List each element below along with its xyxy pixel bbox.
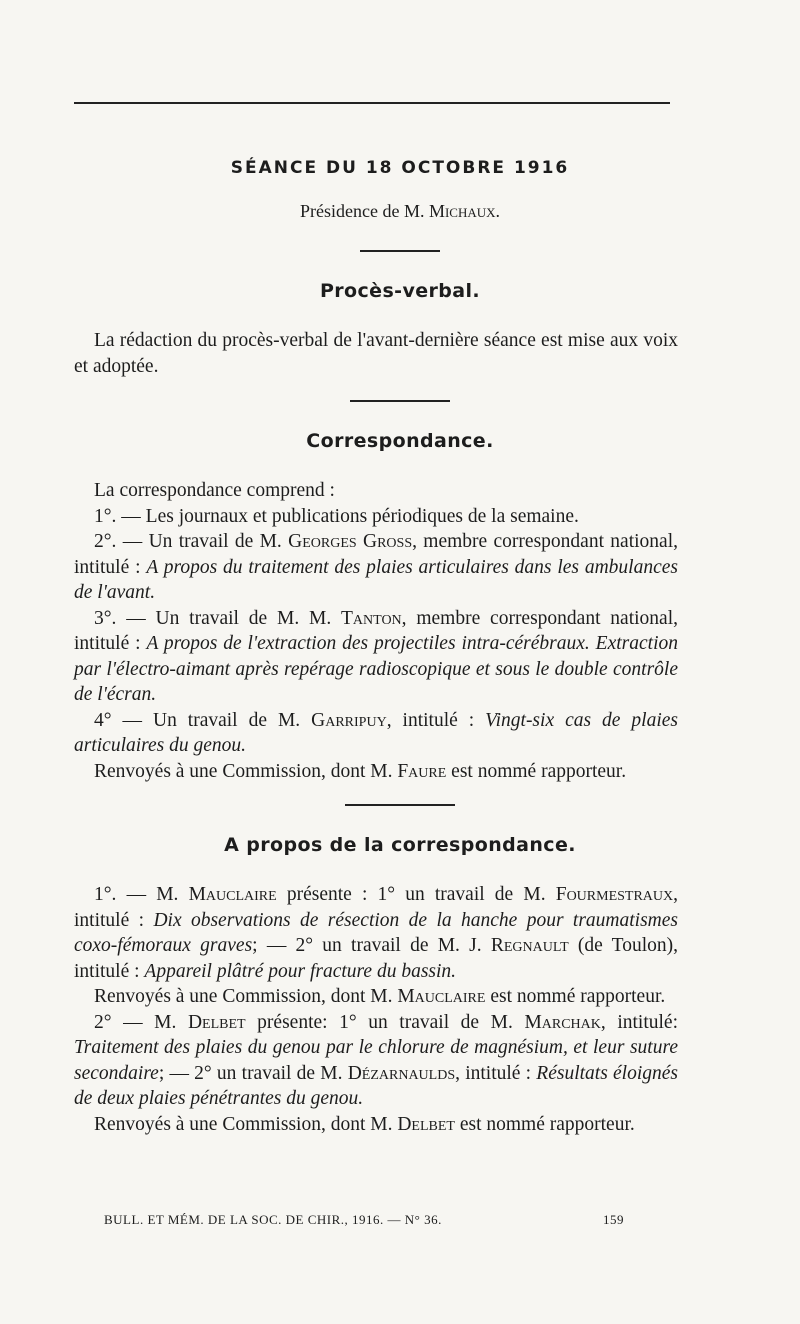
separator-rule <box>345 804 455 806</box>
president-name: Michaux <box>428 201 496 221</box>
session-title: SÉANCE DU 18 OCTOBRE 1916 <box>230 158 570 178</box>
renvoi-line: Renvoyés à une Commission, dont M. Mauclaire est nommé rapporteur. <box>94 986 666 1007</box>
separator-rule <box>360 250 440 252</box>
page-footer <box>104 1212 624 1228</box>
correspondance-item: 4° — Un travail de M. Garripuy, intitulé : Vingt-six cas de plaies articulaires du genou. <box>74 709 678 756</box>
correspondance-item: 3°. — Un travail de M. M. Tanton, membre correspondant national, intitulé : A propos de l'extraction des projectiles intra-cérébraux. Extraction par l'électro-aimant après repérage radioscopique et sous le double contrôle de l'écran. <box>74 607 678 705</box>
footer-citation: BULL. ET MÉM. DE LA SOC. DE CHIR., 1916. — N° 36. <box>104 1212 442 1227</box>
a-propos-item: 2° — M. Delbet présente: 1° un travail de M. Marchak, intitulé: Traitement des plaies du genou par le chlorure de magnésium, et leur suture secondaire; — 2° un travail de M. Dézarnaulds, intitulé : Résultats éloignés de deux plaies pénétrantes du genou. <box>74 1011 679 1109</box>
a-propos-text <box>74 882 678 1137</box>
top-rule <box>74 102 670 104</box>
section-heading-correspondance: Correspondance. <box>306 430 494 452</box>
section-heading-a-propos: A propos de la correspondance. <box>224 834 576 856</box>
section-heading-proces-verbal: Procès-verbal. <box>319 280 481 302</box>
correspondance-item: 1°. — Les journaux et publications périodiques de la semaine. <box>94 505 579 527</box>
correspondance-intro: La correspondance comprend : <box>94 480 335 501</box>
correspondance-item: 2°. — Un travail de M. Georges Gross, membre correspondant national, intitulé : A propos du traitement des plaies articulaires dans les ambulances de l'avant. <box>74 531 678 603</box>
separator-rule <box>350 400 450 402</box>
proces-verbal-text: La rédaction du procès-verbal de l'avant-dernière séance est mise aux voix et adoptée. <box>74 330 678 377</box>
renvoi-line: Renvoyés à une Commission, dont M. Faure est nommé rapporteur. <box>94 760 627 782</box>
page-number: 159 <box>603 1212 624 1227</box>
correspondance-text <box>74 478 678 784</box>
presidence-line: Présidence de M. Michaux. <box>299 201 501 221</box>
renvoi-line: Renvoyés à une Commission, dont M. Delbet est nommé rapporteur. <box>94 1113 635 1135</box>
a-propos-item: 1°. — M. Mauclaire présente : 1° un travail de M. Fourmestraux, intitulé : Dix observations de résection de la hanche pour traumatismes coxo-fémoraux graves; — 2° un travail de M. J. Regnault (de Toulon), intitulé : Appareil plâtré pour fracture du bassin. <box>74 884 679 982</box>
